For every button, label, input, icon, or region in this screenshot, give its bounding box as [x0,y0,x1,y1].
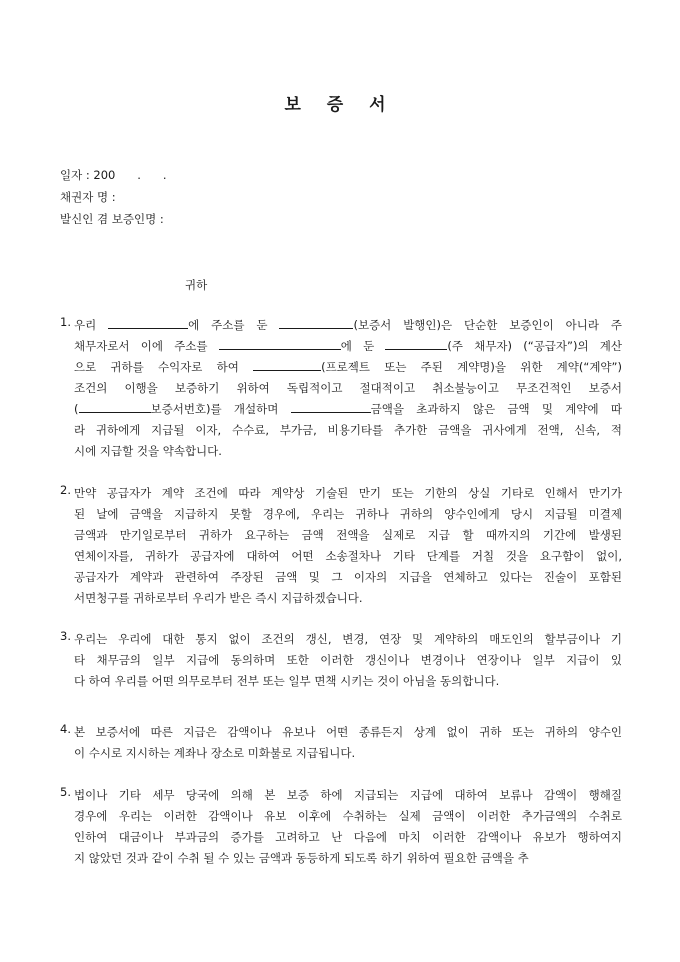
text-segment: 법이나 기타 세무 당국에 의해 본 보증 하에 지급되는 지급에 대하여 보류나 감액이 행해질 [74,788,622,802]
text-segment: 연체이자를, 귀하가 공급자에 대하여 어떤 소송절차나 기타 단계를 거칠 것을 요구함이 없이, [74,549,622,563]
text-segment: 된 날에 금액을 지급하지 못할 경우에, 우리는 귀하나 귀하의 양수인에게 당시 지급될 미결제 [74,507,622,521]
paragraph-line [74,827,622,848]
text-segment: 타 채무금의 일부 지급에 동의하며 또한 이러한 갱신이나 변경이나 연장이나 일부 지급이 있 [74,653,622,667]
paragraph-line [74,629,622,650]
paragraph-line [74,483,622,504]
text-segment: 다 하여 우리를 어떤 의무로부터 전부 또는 일부 면책 시키는 것이 아님을 동의합니다. [74,674,500,688]
paragraph-5 [60,785,622,869]
text-segment: 시에 지급할 것을 약속합니다. [74,444,222,458]
paragraph-line [74,671,622,692]
text-segment: 으로 귀하를 수익자로 하여 [74,360,254,374]
paragraph-line [74,588,622,609]
issuer-line: 발신인 겸 보증인명 : [60,212,164,226]
text-segment: 우리 [74,318,109,332]
paragraph-line [74,504,622,525]
text-segment: 에 주소를 둔 [188,318,280,332]
paragraph-line [74,378,622,399]
paragraph-line [74,785,622,806]
fill-in-blank [108,316,188,329]
date-line: 일자 : 200 . . [60,168,167,182]
paragraph-number: 1. [60,315,71,329]
document-title: 보 증 서 [284,95,396,115]
fill-in-blank [385,337,447,350]
text-segment: 보증서번호)를 개설하며 [150,402,291,416]
addressee: 귀하 [185,278,208,292]
text-segment: 인하여 대금이나 부과금의 증가를 고려하고 난 다음에 마치 이러한 감액이나 유보가 행하여지 [74,830,622,844]
text-segment: 본 보증서에 따른 지급은 감액이나 유보나 어떤 종류든지 상계 없이 귀하 또는 귀하의 양수인 [74,725,622,739]
paragraph-line [74,722,622,743]
paragraph-number: 3. [60,629,71,643]
text-segment: 채무자로서 이에 주소를 [74,339,219,353]
text-segment: 금액과 만기일로부터 귀하가 요구하는 금액 전액을 실제로 지급 할 때까지의 기간에 발생된 [74,528,622,542]
fill-in-blank [291,400,371,413]
text-segment: 이 수시로 지시하는 계좌나 장소로 미화불로 지급됩니다. [74,746,356,760]
paragraph-line [74,567,622,588]
text-segment: 만약 공급자가 계약 조건에 따라 계약상 기술된 만기 또는 기한의 상실 기타로 인해서 만기가 [74,486,622,500]
paragraph-1 [60,315,622,462]
text-segment: 에 둔 [340,339,386,353]
paragraph-line [74,336,622,357]
fill-in-blank [219,337,341,350]
text-segment: 경우에 우리는 이러한 감액이나 유보 이후에 수취하는 실제 금액이 이러한 추가금액의 수취로 [74,809,622,823]
text-segment: 조건의 이행을 보증하기 위하여 독립적이고 절대적이고 취소불능이고 무조건적인 보증서 [74,381,622,395]
paragraph-4 [60,722,622,764]
text-segment: 공급자가 계약과 관련하여 주장된 금액 및 그 이자의 지급을 연체하고 있다는 진술이 포함된 [74,570,622,584]
paragraph-line [74,546,622,567]
paragraph-line [74,315,622,336]
paragraph-number: 2. [60,483,71,497]
fill-in-blank [279,316,353,329]
text-segment: (보증서 발행인)은 단순한 보증인이 아니라 주 [353,318,622,332]
text-segment: (주 채무자) (“공급자”)의 계산 [447,339,622,353]
text-segment: 지 않았던 것과 같이 수취 될 수 있는 금액과 동등하게 되도록 하기 위하여 필요한 금액을 추 [74,851,529,865]
paragraph-line [74,420,622,441]
creditor-line: 채권자 명 : [60,190,116,204]
fill-in-blank [253,358,321,371]
paragraph-line [74,743,622,764]
text-segment: 라 귀하에게 지급될 이자, 수수료, 부가금, 비용기타를 추가한 금액을 귀사에게 전액, 신속, 적 [74,423,622,437]
text-segment: ( [74,402,79,416]
paragraph-line [74,650,622,671]
text-segment: 우리는 우리에 대한 통지 없이 조건의 갱신, 변경, 연장 및 계약하의 매도인의 할부금이나 기 [74,632,622,646]
paragraph-number: 4. [60,722,71,736]
paragraph-line [74,441,622,462]
paragraph-number: 5. [60,785,71,799]
paragraph-3 [60,629,622,692]
paragraph-line [74,399,622,420]
paragraph-line [74,848,622,869]
text-segment: 금액을 초과하지 않은 금액 및 계약에 따 [370,402,622,416]
paragraph-line [74,357,622,378]
fill-in-blank [79,400,151,413]
text-segment: (프로젝트 또는 주된 계약명)을 위한 계약(“계약”) [321,360,622,374]
paragraph-2 [60,483,622,609]
text-segment: 서면청구를 귀하로부터 우리가 받은 즉시 지급하겠습니다. [74,591,363,605]
paragraph-line [74,806,622,827]
paragraph-line [74,525,622,546]
